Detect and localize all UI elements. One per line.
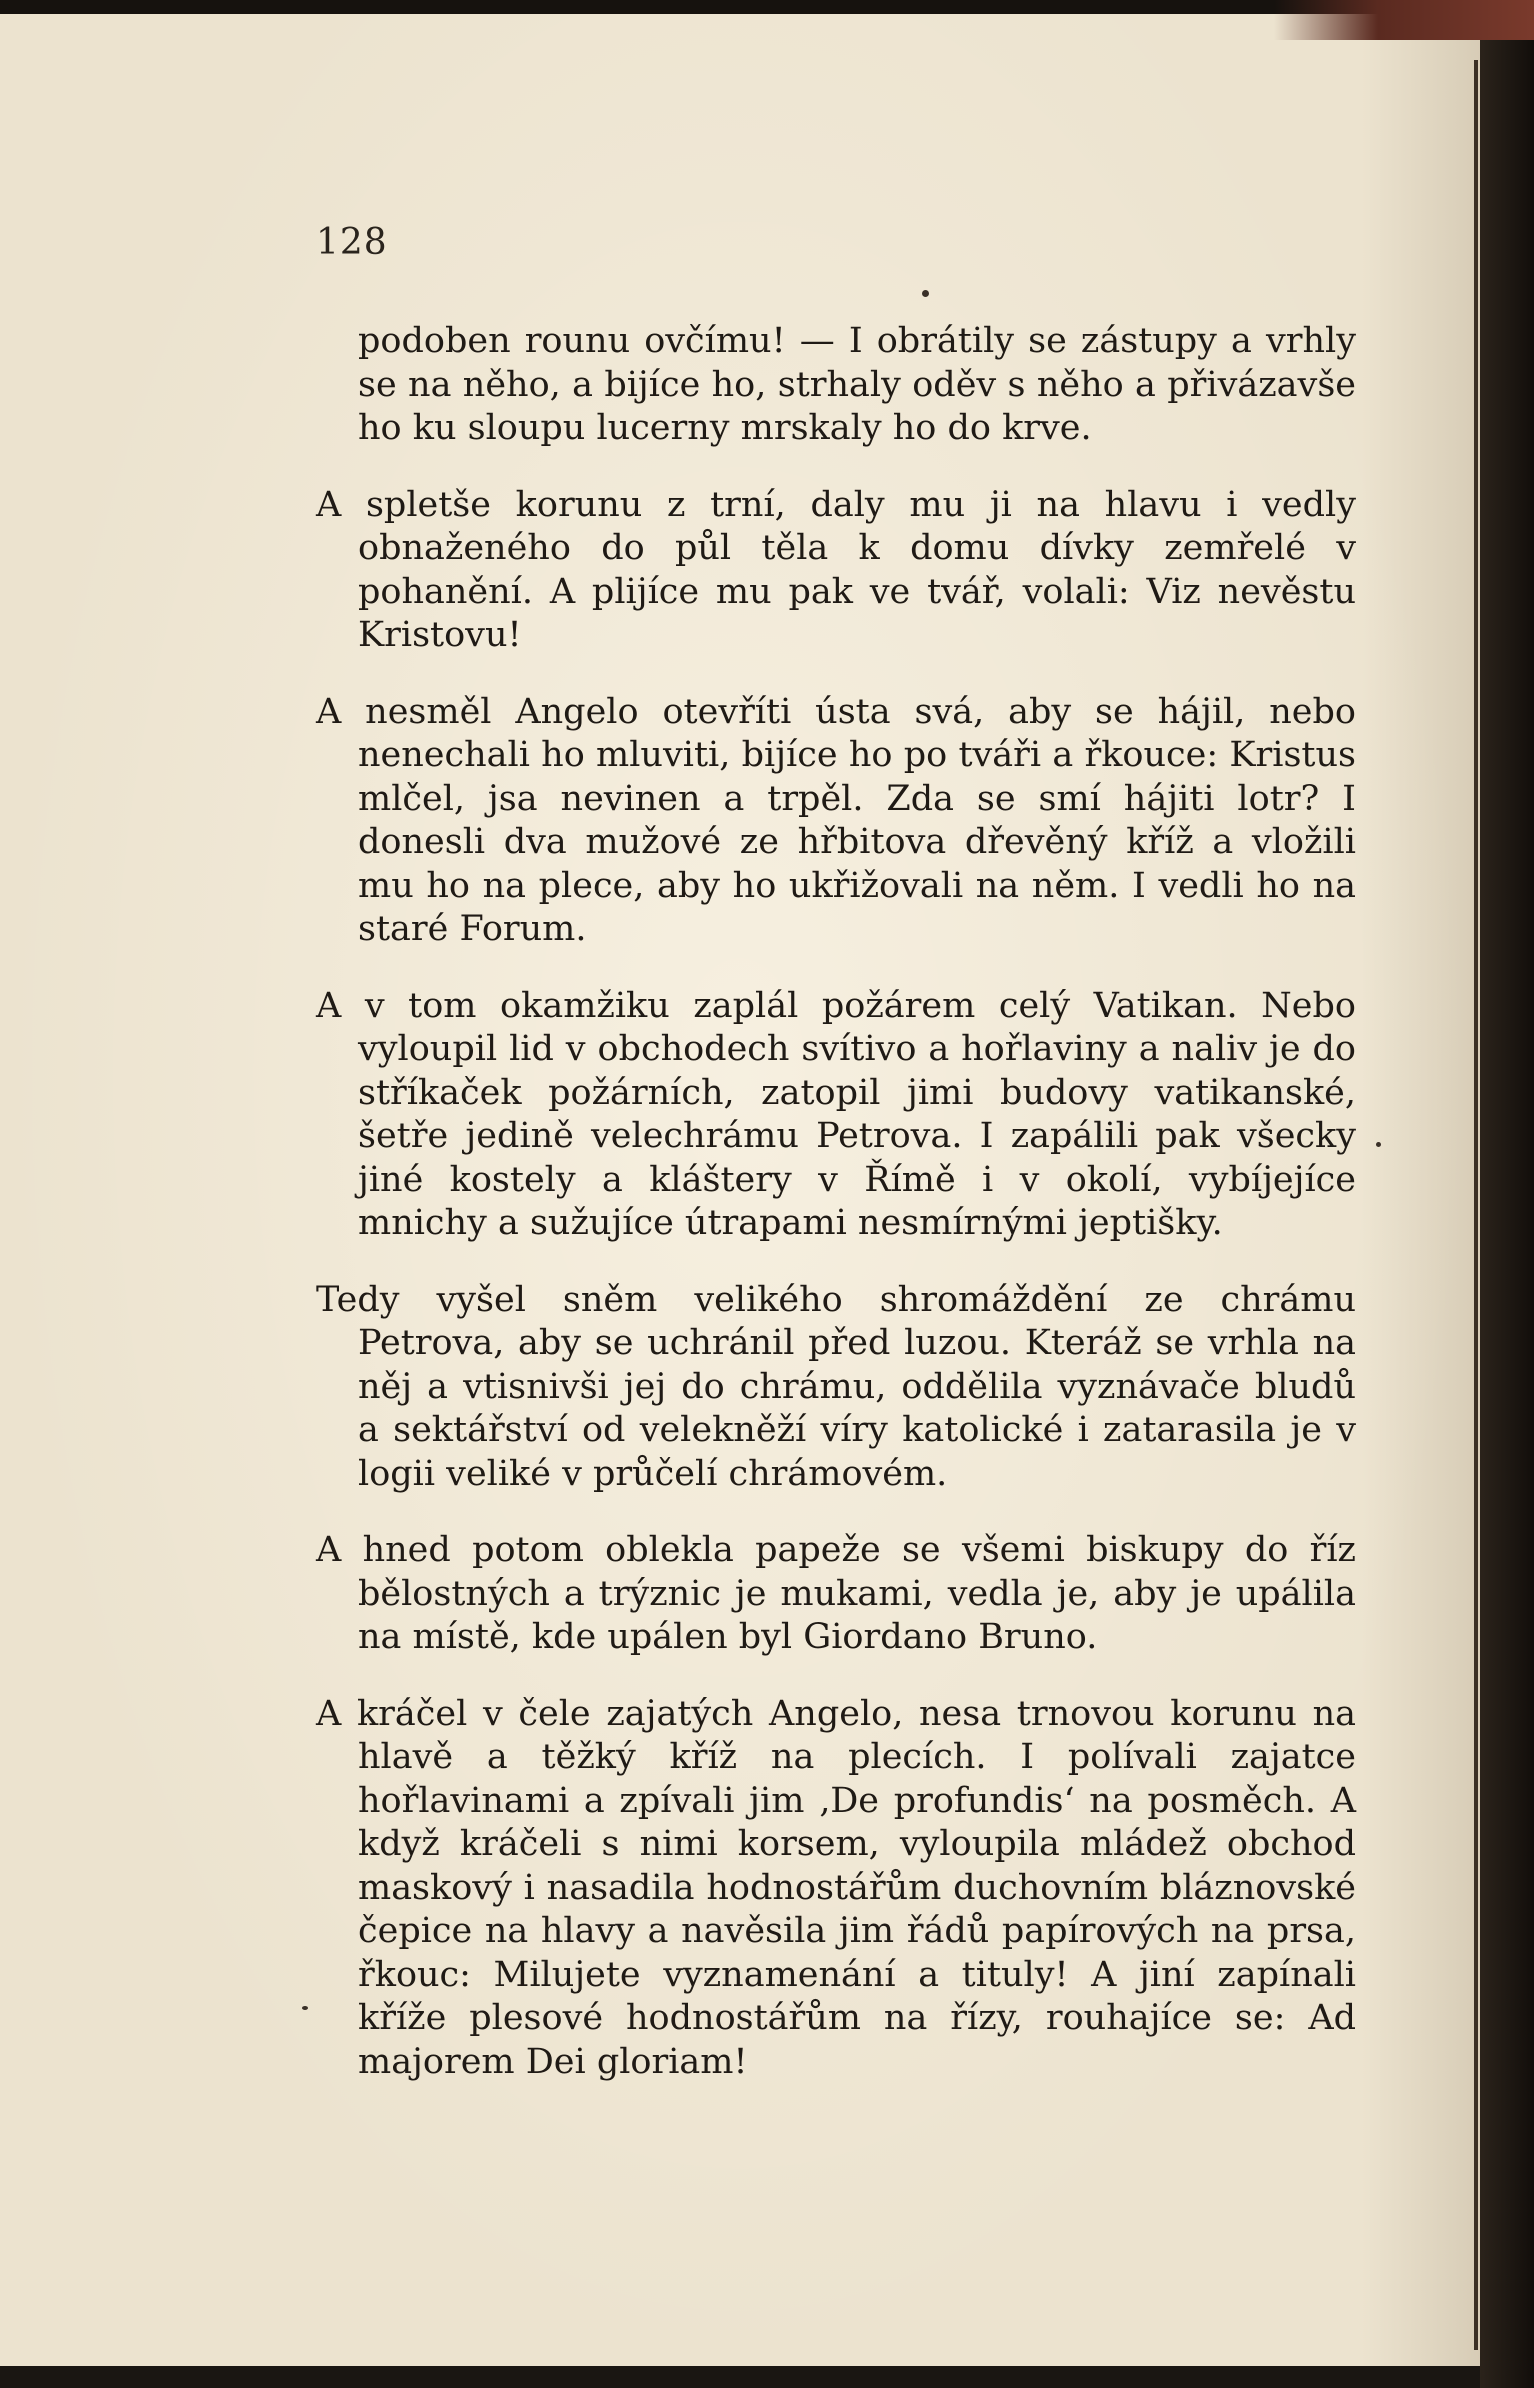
ink-speck (1376, 1142, 1381, 1147)
paragraph: podoben rounu ovčímu! — I obrátily se zástupy a vrhly se na něho, a bijíce ho, strhaly oděv s něho a přivázavše ho ku sloupu lucerny mrskaly ho do krve. (358, 321, 1356, 448)
book-cover-corner (1274, 0, 1534, 40)
paragraph: A hned potom oblekla papeže se všemi biskupy do říz bělostných a trýznic je mukami, vedla je, aby je upálila na místě, kde upálen byl Giordano Bruno. (316, 1530, 1356, 1657)
body-text (316, 320, 1356, 2117)
paragraph: A v tom okamžiku zaplál požárem celý Vatikan. Nebo vyloupil lid v obchodech svítivo a hořlaviny a naliv je do stříkaček požárních, zatopil jimi budovy vatikanské, šetře jedině velechrámu Petrova. I zapálili pak všecky jiné kostely a kláštery v Římě i v okolí, vybíjejíce mnichy a sužujíce útrapami nesmírnými jeptišky. (316, 985, 1356, 1243)
paragraph: A spletše korunu z trní, daly mu ji na hlavu i vedly obnaženého do půl těla k domu dívky zemřelé v pohanění. A plijíce mu pak ve tvář, volali: Viz nevěstu Kristovu! (316, 484, 1356, 655)
paragraph: A nesměl Angelo otevříti ústa svá, aby se hájil, nebo nenechali ho mluviti, bijíce ho po tváři a řkouce: Kristus mlčel, jsa nevinen a trpěl. Zda se smí hájiti lotr? I donesli dva mužové ze hřbitova dřevěný kříž a vložili mu ho na plece, aby ho ukřižovali na něm. I vedli ho na staré Forum. (316, 691, 1356, 949)
ink-speck (922, 290, 929, 297)
book-binding-edge (1480, 40, 1534, 2388)
page-edge-line (1474, 60, 1478, 2350)
page-number: 128 (316, 222, 388, 263)
ink-speck (302, 2006, 308, 2010)
paragraph: A kráčel v čele zajatých Angelo, nesa trnovou korunu na hlavě a těžký kříž na plecích. I polívali zajatce hořlavinami a zpívali jim ‚De profundis‘ na posměch. A když kráčeli s nimi korsem, vyloupila mládež obchod maskový i nasadila hodnostářům duchovním bláznovské čepice na hlavy a navěsila jim řádů papírových na prsa, řkouc: Milujete vyznamenání a tituly! A jiní zapínali kříže plesové hodnostářům na řízy, rouhajíce se: Ad majorem Dei gloriam! (316, 1693, 1356, 2082)
paragraph: Tedy vyšel sněm velikého shromáždění ze chrámu Petrova, aby se uchránil před luzou. Kteráž se vrhla na něj a vtisnivši jej do chrámu, oddělila vyznávače bludů a sektářství od velekněží víry katolické i zatarasila je v logii veliké v průčelí chrámovém. (316, 1279, 1356, 1494)
